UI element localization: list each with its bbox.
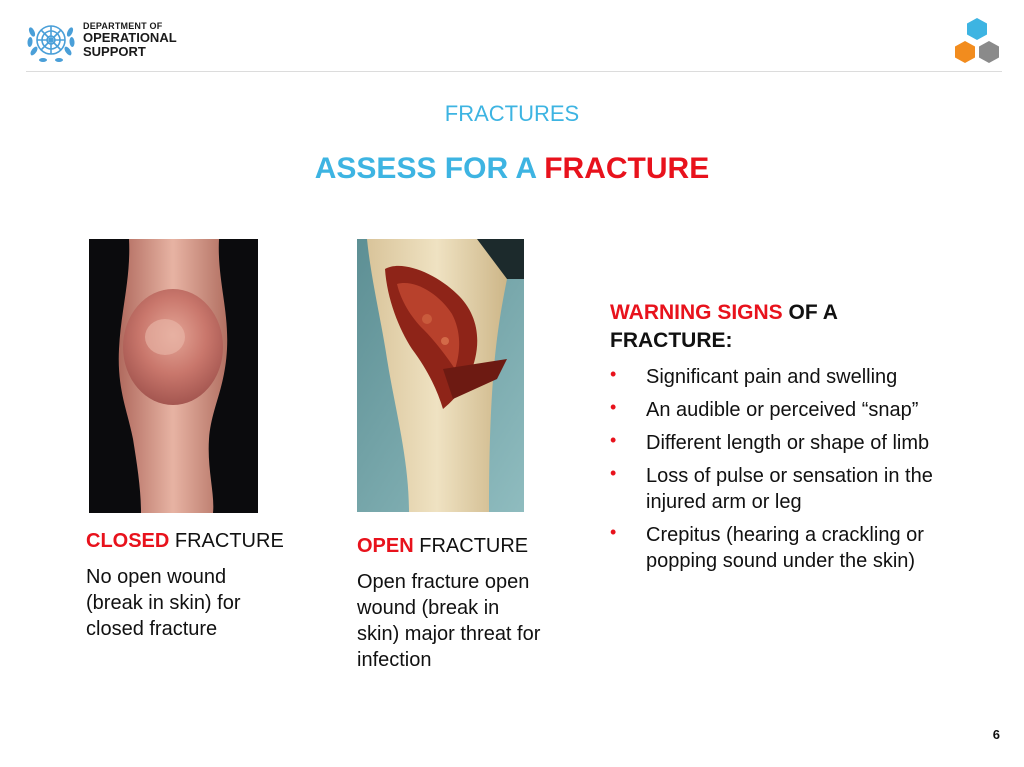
open-fracture-description: Open fracture open wound (break in skin) major threat for infection: [357, 571, 541, 671]
section-title: FRACTURES: [444, 101, 580, 126]
open-fracture-photo: [357, 239, 524, 512]
bullet-icon: •: [610, 522, 617, 542]
list-item: [610, 463, 970, 515]
open-label-red: OPEN: [357, 535, 414, 557]
warning-sign-text: Crepitus (hearing a crackling or popping sound under the skin): [646, 524, 924, 572]
page-number: 6: [992, 727, 1000, 742]
closed-label-rest: FRACTURE: [169, 530, 284, 552]
title-part-2: FRACTURE: [544, 152, 710, 185]
list-item: [610, 364, 970, 390]
org-line-3: SUPPORT: [83, 44, 146, 60]
hexagon-logo-icon: [952, 14, 1004, 66]
bullet-icon: •: [610, 463, 617, 483]
warning-sign-text: Different length or shape of limb: [646, 432, 930, 454]
org-line-1: DEPARTMENT OF: [83, 21, 163, 31]
org-line-2: OPERATIONAL: [83, 30, 177, 46]
warning-heading: [610, 299, 910, 356]
closed-fracture-description: No open wound (break in skin) for closed fracture: [86, 566, 241, 640]
un-emblem-icon: [24, 18, 78, 66]
list-item: [610, 397, 970, 423]
warning-sign-text: Loss of pulse or sensation in the injured arm or leg: [646, 465, 933, 513]
closed-fracture-photo: [89, 239, 258, 513]
warning-signs-list: [610, 364, 970, 581]
open-label-rest: FRACTURE: [413, 535, 529, 557]
page-title: [0, 152, 1024, 186]
closed-fracture-label: [86, 530, 284, 553]
header-divider: [26, 71, 1002, 72]
list-item: [610, 430, 970, 456]
bullet-icon: •: [610, 430, 617, 450]
bullet-icon: •: [610, 364, 617, 384]
warning-heading-rest: OF A FRACTURE:: [610, 301, 838, 353]
warning-heading-red: WARNING SIGNS: [610, 301, 783, 324]
list-item: [610, 522, 970, 574]
warning-sign-text: An audible or perceived “snap”: [646, 399, 919, 421]
title-part-1: ASSESS FOR A: [314, 152, 545, 185]
bullet-icon: •: [610, 397, 617, 417]
open-fracture-label: [357, 535, 528, 558]
closed-label-red: CLOSED: [86, 530, 170, 552]
warning-sign-text: Significant pain and swelling: [646, 366, 898, 388]
org-name: [83, 22, 177, 59]
